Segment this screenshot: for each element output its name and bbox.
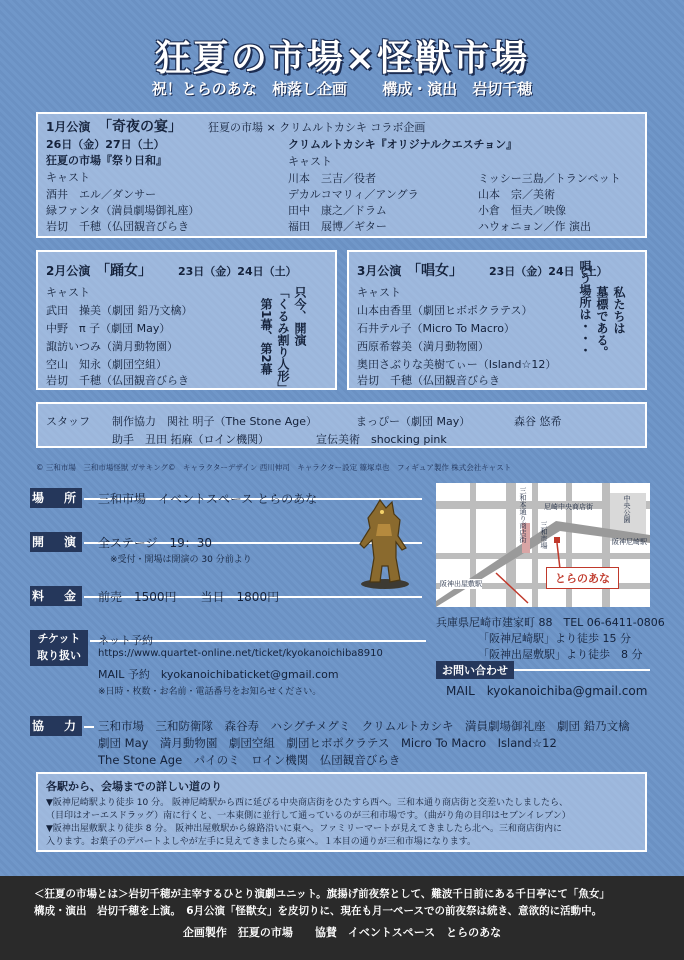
main-title: 狂夏の市場×怪獣市場 [154,38,530,79]
footer [0,876,684,960]
mar-vertical-1: 私たちは [612,286,626,334]
jan-left-cast-2: 岩切 千穂（仏団観音びらき [46,220,189,233]
venue-value: 三和市場 イベントスペース とらのあな [98,492,318,506]
jan-right-cast-2: 小倉 恒夫／映像 [478,204,566,217]
jan-left-cast-0: 酒井 エル／ダンサー [46,188,157,201]
feb-cast-3: 空山 知永（劇団空組） [46,358,167,371]
staff-5: 宣伝美術 shocking pink [316,433,447,446]
time-label: 開 演 [30,532,82,552]
time-value: 全ステージ 19：30 [98,536,213,550]
ticket-label [30,630,88,666]
jan-mid-cast-3: 福田 展博／ギター [288,220,387,233]
feb-cast-1: 中野 π 子（劇団 May） [46,322,171,335]
mar-month: 3月公演 [357,264,402,278]
jan-collab: 狂夏の市場 × クリムルトカシキ コラボ企画 [208,121,426,134]
jan-right-title: クリムルトカシキ『オリジナルクエスチョン』 [288,138,518,151]
staff-section [36,402,647,448]
contact-mail[interactable]: MAIL kyokanoichiba@gmail.com [446,684,648,698]
map-venue-tag: とらのあな [546,567,619,589]
map-park: 中央公園 [623,495,631,523]
feb-dates: 23日（金）24日（土） [178,265,297,278]
directions-line-3: ▼阪神出屋敷駅より徒歩 8 分。 阪神出屋敷駅から線路沿いに東へ。ファミリーマートが見えてきましたら北へ。三和商店街内に [46,824,563,834]
price-value: 前売 1500円 当日 1800円 [98,590,280,604]
footer-line-2: 構成・演出 岩切千穂を上演。 6月公演「怪獣女」を皮切りに、現在も月一ペースでの前夜祭は続き、意欲的に活動中。 [34,905,603,917]
jan-left-cast-1: 緑ファンタ（満員劇場御礼座） [46,204,200,217]
map-station-1: 阪神尼崎駅 [612,538,647,546]
feb-cast-2: 諏訪いつみ（満月動物園） [46,340,178,353]
support-row-3: The Stone Age パイのミ ロイン機関 仏団観音びらき [98,753,401,767]
map-station-2: 阪神出屋敷駅 [440,580,482,588]
time-note: ※受付・開場は開演の 30 分前より [110,555,252,565]
ticket-note: ※日時・枚数・お名前・電話番号をお知らせください。 [98,687,322,697]
jan-name: 「奇夜の宴」 [98,119,182,135]
access-map [436,483,650,607]
contact-label: お問い合わせ [436,661,514,679]
jan-mid-cast-1: デカルコマリィ／アングラ [288,188,419,201]
directions-title: 各駅から、会場までの詳しい道のり [46,780,222,793]
mar-vertical-2: 墓標である。 [595,286,609,358]
mar-vertical-3: 唄う場所は・・・ [578,260,592,356]
walk-1: 「阪神尼崎駅」より徒歩 15 分 [478,632,631,645]
directions-line-2: （目印はオーエスドラッグ）南に行くと、一本東側に並行して通っているのが三和市場です。（曲がり角の目印はセブンイレブン） [46,811,571,821]
mar-cast-1: 石井テル子（Micro To Macro） [357,322,515,335]
mar-name: 「唱女」 [407,263,463,279]
feb-month: 2月公演 [46,264,91,278]
mar-cast-4: 岩切 千穂（仏団観音びらき [357,374,500,387]
directions-line-4: 入ります。お菓子のデパートよしやが左手に見えてきましたら東へ。１本目の通りが三和市場になります。 [46,837,477,847]
feb-vertical-3: 第1幕、第2幕 [259,298,273,375]
jan-mid-cast-2: 田中 康之／ドラム [288,204,387,217]
mar-cast-3: 奥田さぶりな美樹てぃー（Island☆12） [357,358,557,371]
subtitle-right: 構成・演出 岩切千穂 [382,80,533,98]
feb-vertical-2: 「くるみ割り人形」 [276,286,290,394]
feb-name: 「踊女」 [96,263,152,279]
sub-title [0,78,684,99]
jan-dates: 26日（金）27日（土） [46,138,165,151]
staff-4: 助手 丑田 拓麻（ロイン機関） [112,433,270,446]
jan-cast-label: キャスト [46,171,90,184]
support-row-1: 三和市場 三和防衛隊 森谷寿 ハシグチメグミ クリムルトカシキ 満員劇場御礼座 劇団 鉛乃文檎 [98,719,630,733]
jan-right-cast-0: ミッシー三島／トランペット [478,172,621,185]
support-row-2: 劇団 May 満月動物園 劇団空組 劇団ヒボポクラテス Micro To Macro Island☆12 [98,736,557,750]
mar-dates: 23日（金）24日（土） [489,265,608,278]
subtitle-left: 祝！とらのあな 柿落し企画 [151,80,347,98]
mar-cast-2: 西原希蓉美（満月動物園） [357,340,489,353]
march-section [347,250,647,390]
map-street-vert-1: 三和本通り商店街 [519,487,527,543]
price-label: 料 金 [30,586,82,606]
map-street-top: 尼崎中央商店街 [544,503,593,511]
kaiju-figure [350,496,420,590]
credits-line: © 三和市場 三和市場怪獣 ガサキング© キャラクターデザイン 西川伸司 キャラクター設定 篠塚卓也 フィギュア製作 株式会社キャスト [36,463,512,472]
jan-mid-cast-0: 川本 三吉／役者 [288,172,376,185]
january-section [36,112,647,238]
ticket-net: ネット予約 [98,634,153,647]
ticket-url[interactable]: https://www.quartet-online.net/ticket/kyokanoichiba8910 [98,648,383,659]
jan-month: 1月公演 [46,120,91,134]
feb-cast-4: 岩切 千穂（仏団観音びらき [46,374,189,387]
feb-cast-0: 武田 操美（劇団 鉛乃文檎） [46,304,193,317]
mar-cast-0: 山本由香里（劇団ヒボポクラテス） [357,304,533,317]
venue-label: 場 所 [30,488,82,508]
staff-1: 制作協力 関社 明子（The Stone Age） [112,415,317,428]
ticket-label-line-2: 取り扱い [37,649,81,662]
contact-divider [514,669,650,671]
address: 兵庫県尼崎市建家町 88 TEL 06-6411-0806 [436,616,665,629]
jan-right-cast-3: ハウォニョン／作 演出 [478,220,592,233]
mar-cast-label: キャスト [357,286,401,299]
support-label: 協 力 [30,716,82,736]
directions-section [36,772,647,852]
map-sanwa: 三和市場 [540,521,548,549]
ticket-label-line-1: チケット [37,632,81,645]
jan-right-cast-1: 山本 宗／美術 [478,188,555,201]
footer-line-3: 企画製作 狂夏の市場 協賛 イベントスペース とらのあな [182,926,502,939]
feb-cast-label: キャスト [46,286,90,299]
february-section [36,250,337,394]
feb-vertical-1: 只今、開演 [293,286,307,346]
ticket-mail[interactable]: MAIL 予約 kyokanoichibaticket@gmail.com [98,668,339,681]
jan-cast-label-2: キャスト [288,155,332,168]
directions-line-1: ▼阪神尼崎駅より徒歩 10 分。 阪神尼崎駅から西に延びる中央商店街をひたすら西へ。三和本通り商店街と交差いたしましたら、 [46,798,568,808]
staff-label: スタッフ [46,415,90,428]
jan-left-title: 狂夏の市場『祭り日和』 [46,154,167,167]
staff-2: まっぴー（劇団 May） [356,415,471,428]
staff-3: 森谷 悠希 [514,415,562,428]
support-divider [84,726,94,728]
footer-line-1: ＜狂夏の市場とは＞岩切千穂が主宰するひとり演劇ユニット。旗揚げ前夜祭として、難波千日前にある千日亭にて「魚女」 [34,888,610,900]
walk-2: 「阪神出屋敷駅」より徒歩 8 分 [478,648,643,661]
